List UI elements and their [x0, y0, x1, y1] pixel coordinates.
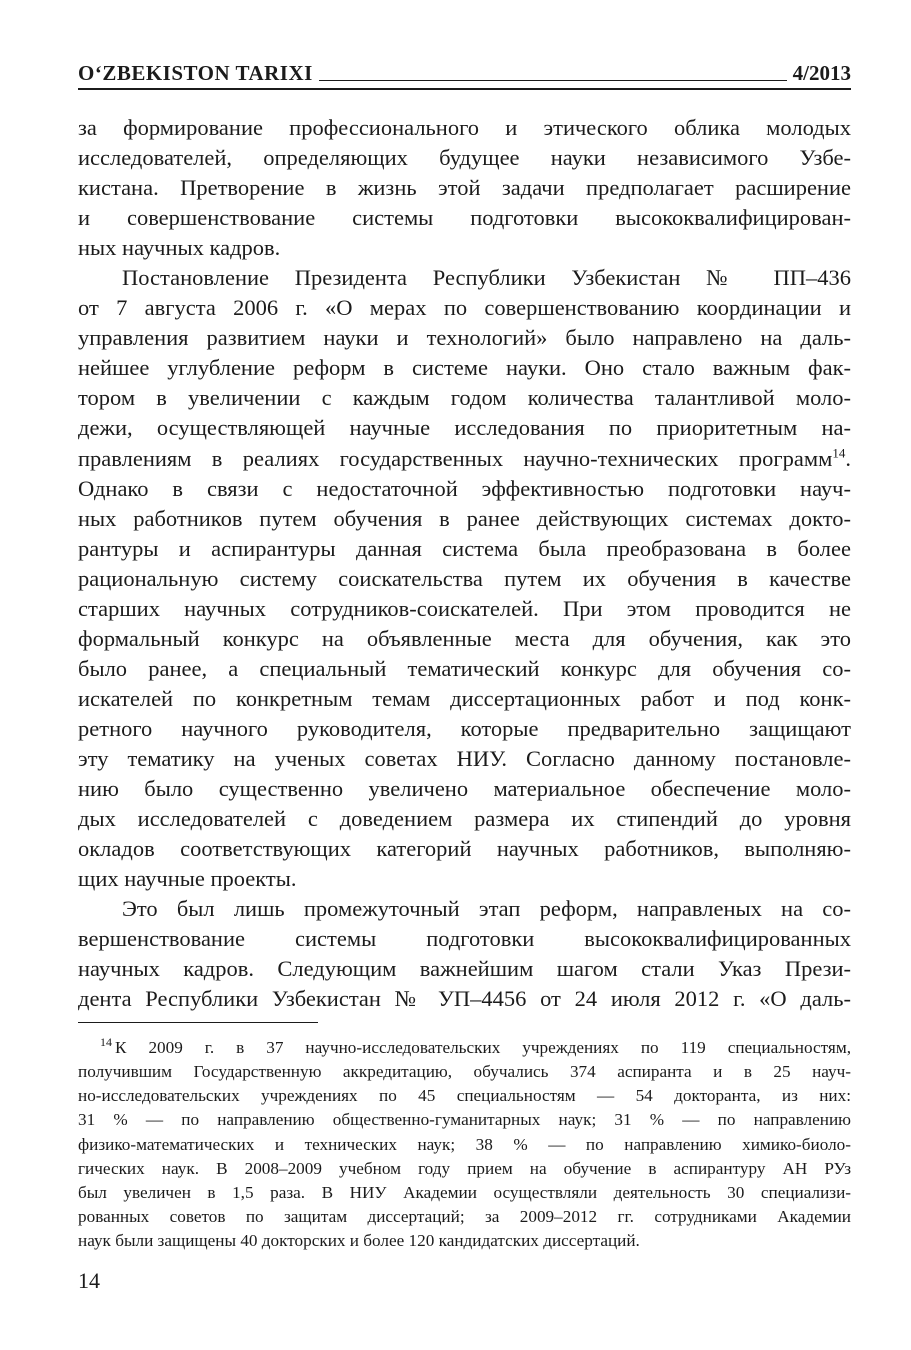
- text-line: дых исследователей с доведением размера их стипендий до уровня: [78, 806, 851, 832]
- text-line: старших научных сотрудников-соискателей. При этом проводится не: [78, 595, 851, 621]
- text-line: за формирование профессионального и этического облика молодых: [78, 115, 851, 140]
- text-line: исследователей, определяющих будущее науки независимого Узбе-: [78, 145, 851, 171]
- footnote-reference[interactable]: 14: [832, 445, 846, 461]
- text-line: Это был лишь промежуточный этап реформ, направленых на со-: [122, 896, 851, 922]
- text-segment: правлениям в реалиях государственных научно-технических программ: [78, 445, 833, 471]
- issue-number: 4/2013: [792, 61, 851, 85]
- text-line: дежи, осуществляющей научные исследования по приоритетным на-: [78, 415, 851, 441]
- footnote-number: 14: [100, 1035, 112, 1050]
- journal-title: O‘ZBEKISTON TARIXI: [78, 61, 313, 85]
- text-line: дента Республики Узбекистан № УП–4456 от 24 июля 2012 г. «О даль-: [78, 986, 851, 1012]
- text-line: управления развитием науки и технологий» было направлено на даль-: [78, 325, 851, 351]
- text-line: эту тематику на ученых советах НИУ. Согласно данному постановле-: [78, 745, 851, 771]
- text-line: Постановление Президента Республики Узбекистан № ПП–436: [122, 265, 851, 291]
- footnote-line: был увеличен в 1,5 раза. В НИУ Академии осуществляли деятельность 30 специализи-: [78, 1182, 851, 1202]
- text-line: ретного научного руководителя, которые предварительно защищают: [78, 715, 851, 741]
- text-line: щих научные проекты.: [78, 866, 297, 892]
- main-text: [78, 113, 851, 1014]
- footnote-line: получившим Государственную аккредитацию, обучались 374 аспиранта и в 25 науч-: [78, 1062, 851, 1082]
- text-line: научных кадров. Следующим важнейшим шагом стали Указ Прези-: [78, 956, 851, 982]
- text-line-with-footnote-ref: [78, 444, 851, 474]
- text-line: от 7 августа 2006 г. «О мерах по совершенствованию координации и: [78, 295, 851, 321]
- footnote-line: рованных советов по защитам диссертаций; за 2009–2012 гг. сотрудниками Академии: [78, 1206, 851, 1226]
- header-rule: [319, 80, 787, 81]
- footnote-line: наук были защищены 40 докторских и более 120 кандидатских диссертаций.: [78, 1231, 640, 1251]
- footnote-line: [78, 1036, 851, 1060]
- footnote: [78, 1036, 851, 1253]
- text-line: рациональную систему соискательства путем их обучения в качестве: [78, 565, 851, 591]
- text-line: кистана. Претворение в жизнь этой задачи предполагает расширение: [78, 175, 851, 201]
- footnote-line: гических наук. В 2008–2009 учебном году прием на обучение в аспирантуру АН РУз: [78, 1158, 851, 1178]
- text-line: Однако в связи с недостаточной эффективностью подготовки науч-: [78, 475, 851, 501]
- page-number: 14: [78, 1268, 100, 1293]
- text-line: было ранее, а специальный тематический конкурс для обучения со-: [78, 655, 851, 681]
- text-line: вершенствование системы подготовки высококвалифицированных: [78, 926, 851, 952]
- footnote-reference-period: .: [845, 445, 851, 471]
- footnote-line: 31 % — по направлению общественно-гуманитарных наук; 31 % — по направлению: [78, 1110, 851, 1130]
- header-divider: [78, 88, 851, 90]
- footnote-line: физико-математических и технических наук; 38 % — по направлению химико-биоло-: [78, 1134, 851, 1154]
- footnote-divider: [78, 1022, 318, 1023]
- text-line: ных работников путем обучения в ранее действующих системах докто-: [78, 505, 851, 531]
- footnote-line: но-исследовательских учреждениях по 45 специальностям — 54 докторанта, из них:: [78, 1086, 851, 1106]
- text-line: формальный конкурс на объявленные места для обучения, как это: [78, 625, 851, 651]
- text-line: нейшее углубление реформ в системе науки. Оно стало важным фак-: [78, 355, 851, 381]
- text-line: рантуры и аспирантуры данная система была преобразована в более: [78, 535, 851, 561]
- text-line: искателей по конкретным темам диссертационных работ и под конк-: [78, 685, 851, 711]
- text-line: ных научных кадров.: [78, 235, 281, 261]
- text-line: тором в увеличении с каждым годом количества талантливой моло-: [78, 385, 851, 411]
- text-line: нию было существенно увеличено материальное обеспечение моло-: [78, 776, 851, 802]
- footnote-text: К 2009 г. в 37 научно-исследовательских учреждениях по 119 специальностям,: [115, 1038, 851, 1057]
- running-header: [78, 54, 851, 86]
- text-line: окладов соответствующих категорий научных работников, выполняю-: [78, 836, 851, 862]
- text-line: и совершенствование системы подготовки высококвалифицирован-: [78, 205, 851, 231]
